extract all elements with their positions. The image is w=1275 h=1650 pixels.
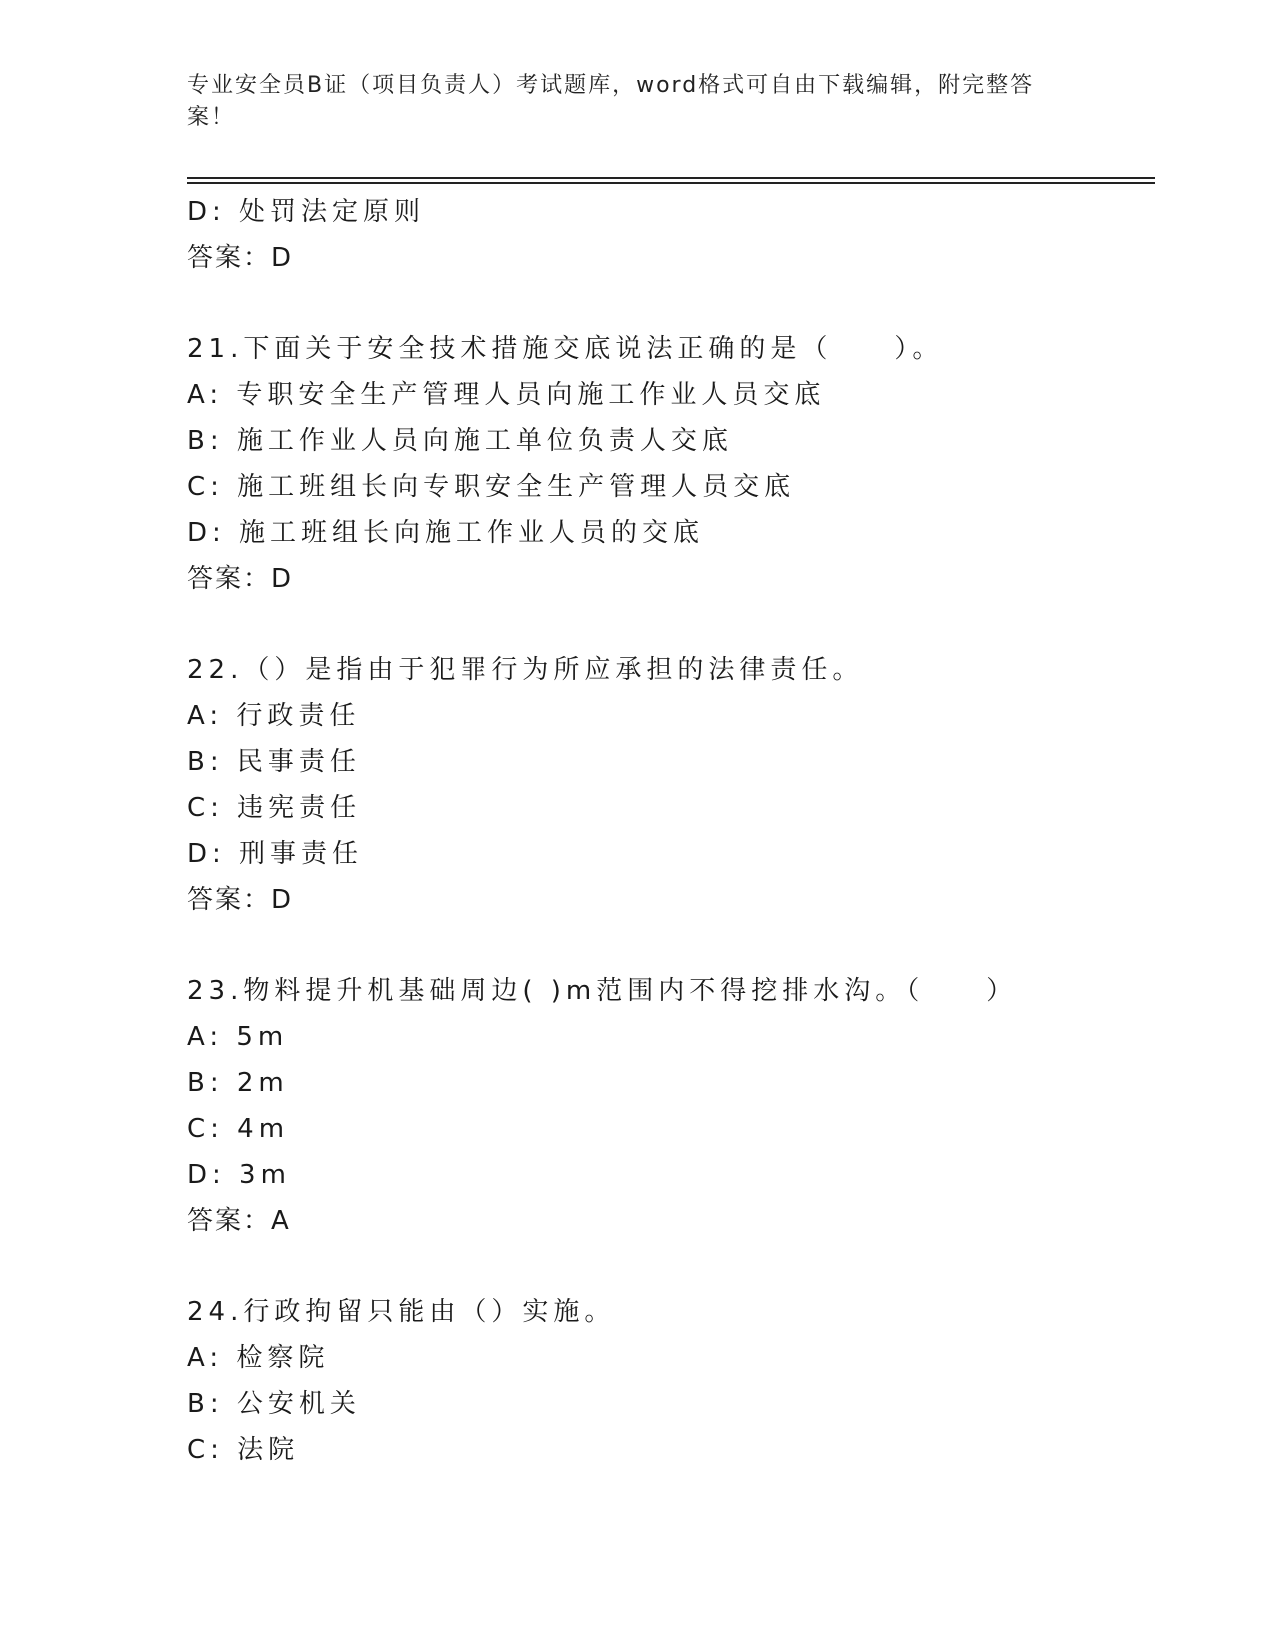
- option-a: A: 专职安全生产管理人员向施工作业人员交底: [187, 380, 826, 410]
- option-c: C: 违宪责任: [187, 793, 362, 823]
- answer: 答案：D: [187, 885, 294, 915]
- option-b: B: 公安机关: [187, 1389, 361, 1419]
- answer: 答案：D: [187, 564, 294, 594]
- document-header: 专业安全员B证（项目负责人）考试题库，word格式可自由下载编辑，附完整答案！: [187, 73, 1035, 130]
- option-d: D: 3m: [187, 1160, 291, 1190]
- option-a: A: 5m: [187, 1022, 289, 1052]
- prev-answer: 答案：D: [187, 243, 294, 273]
- header-rule-top: [187, 177, 1155, 179]
- option-a: A: 检察院: [187, 1343, 330, 1373]
- question-stem: 22.（）是指由于犯罪行为所应承担的法律责任。: [187, 655, 864, 685]
- question-24: [187, 1289, 1147, 1473]
- option-c: C: 施工班组长向专职安全生产管理人员交底: [187, 472, 796, 502]
- option-d: D: 施工班组长向施工作业人员的交底: [187, 518, 705, 548]
- option-a: A: 行政责任: [187, 701, 361, 731]
- option-b: B: 民事责任: [187, 747, 361, 777]
- question-stem: 23.物料提升机基础周边( )m范围内不得挖排水沟。（ ）: [187, 976, 1018, 1006]
- option-c: C: 法院: [187, 1435, 300, 1465]
- option-b: B: 施工作业人员向施工单位负责人交底: [187, 426, 733, 456]
- question-22: [187, 647, 1147, 923]
- option-b: B: 2m: [187, 1068, 289, 1098]
- option-c: C: 4m: [187, 1114, 290, 1144]
- question-21: [187, 326, 1147, 602]
- header-rule-bottom: [187, 182, 1155, 184]
- question-stem: 21.下面关于安全技术措施交底说法正确的是（ ）。: [187, 334, 944, 364]
- document-body: [187, 189, 1147, 1473]
- prev-option-d: D: 处罚法定原则: [187, 197, 426, 227]
- question-stem: 24.行政拘留只能由（）实施。: [187, 1297, 616, 1327]
- answer: 答案：A: [187, 1206, 291, 1236]
- option-d: D: 刑事责任: [187, 839, 364, 869]
- question-23: [187, 968, 1147, 1244]
